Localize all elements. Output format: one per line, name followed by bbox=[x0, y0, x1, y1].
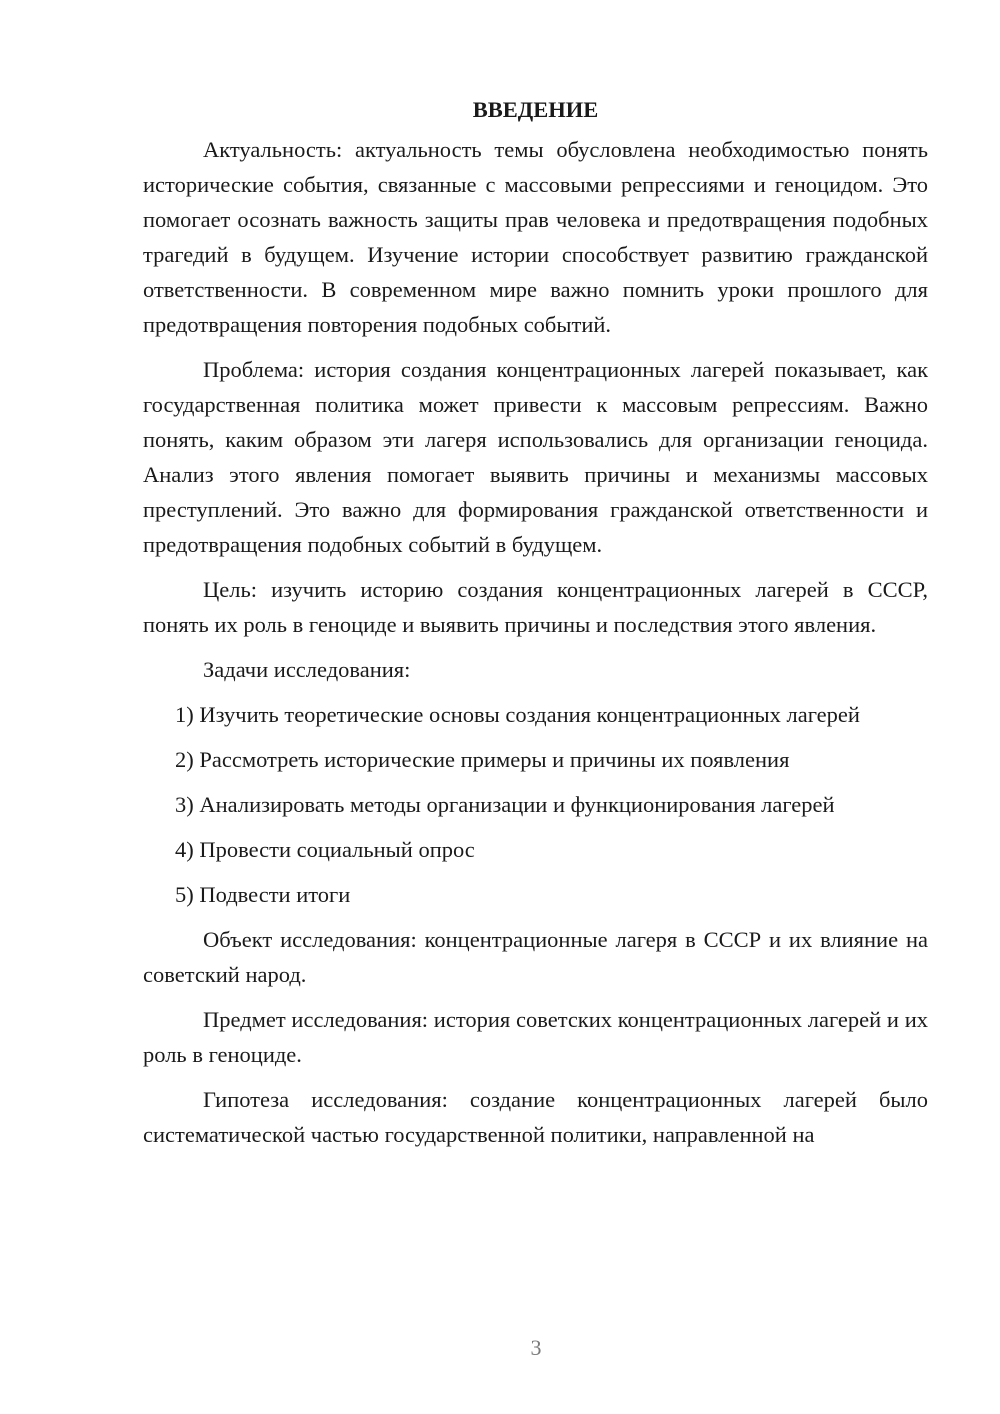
page-number: 3 bbox=[530, 1335, 542, 1360]
task-item-3: 3) Анализировать методы организации и функционирования лагерей bbox=[175, 792, 835, 817]
paragraph-object: Объект исследования: концентрационные лагеря в СССР и их влияние на советский народ. bbox=[143, 927, 928, 987]
task-item-5: 5) Подвести итоги bbox=[175, 882, 351, 907]
task-item-1: 1) Изучить теоретические основы создания концентрационных лагерей bbox=[175, 702, 860, 727]
paragraph-problem: Проблема: история создания концентрационных лагерей показывает, как государственная политика может привести к массовым репрессиям. Важно понять, каким образом эти лагеря использовались для организации геноцида. Анализ этого явления помогает выявить причины и механизмы массовых преступлений. Это важно для формирования гражданской ответственности и предотвращения подобных событий в будущем. bbox=[143, 357, 928, 557]
paragraph-subject: Предмет исследования: история советских концентрационных лагерей и их роль в геноциде. bbox=[143, 1007, 928, 1067]
page-content bbox=[143, 92, 928, 1162]
paragraph-goal: Цель: изучить историю создания концентрационных лагерей в СССР, понять их роль в геноциде и выявить причины и последствия этого явления. bbox=[143, 577, 928, 637]
paragraph-hypothesis: Гипотеза исследования: создание концентрационных лагерей было систематической частью государственной политики, направленной на bbox=[143, 1087, 928, 1147]
task-item-4: 4) Провести социальный опрос bbox=[175, 837, 475, 862]
paragraph-tasks-heading: Задачи исследования: bbox=[203, 657, 411, 682]
paragraph-relevance: Актуальность: актуальность темы обусловлена необходимостью понять исторические события, связанные с массовыми репрессиями и геноцидом. Это помогает осознать важность защиты прав человека и предотвращения подобных трагедий в будущем. Изучение истории способствует развитию гражданской ответственности. В современном мире важно помнить уроки прошлого для предотвращения повторения подобных событий. bbox=[143, 137, 928, 337]
section-title: ВВЕДЕНИЕ bbox=[472, 97, 599, 122]
task-item-2: 2) Рассмотреть исторические примеры и причины их появления bbox=[175, 747, 790, 772]
